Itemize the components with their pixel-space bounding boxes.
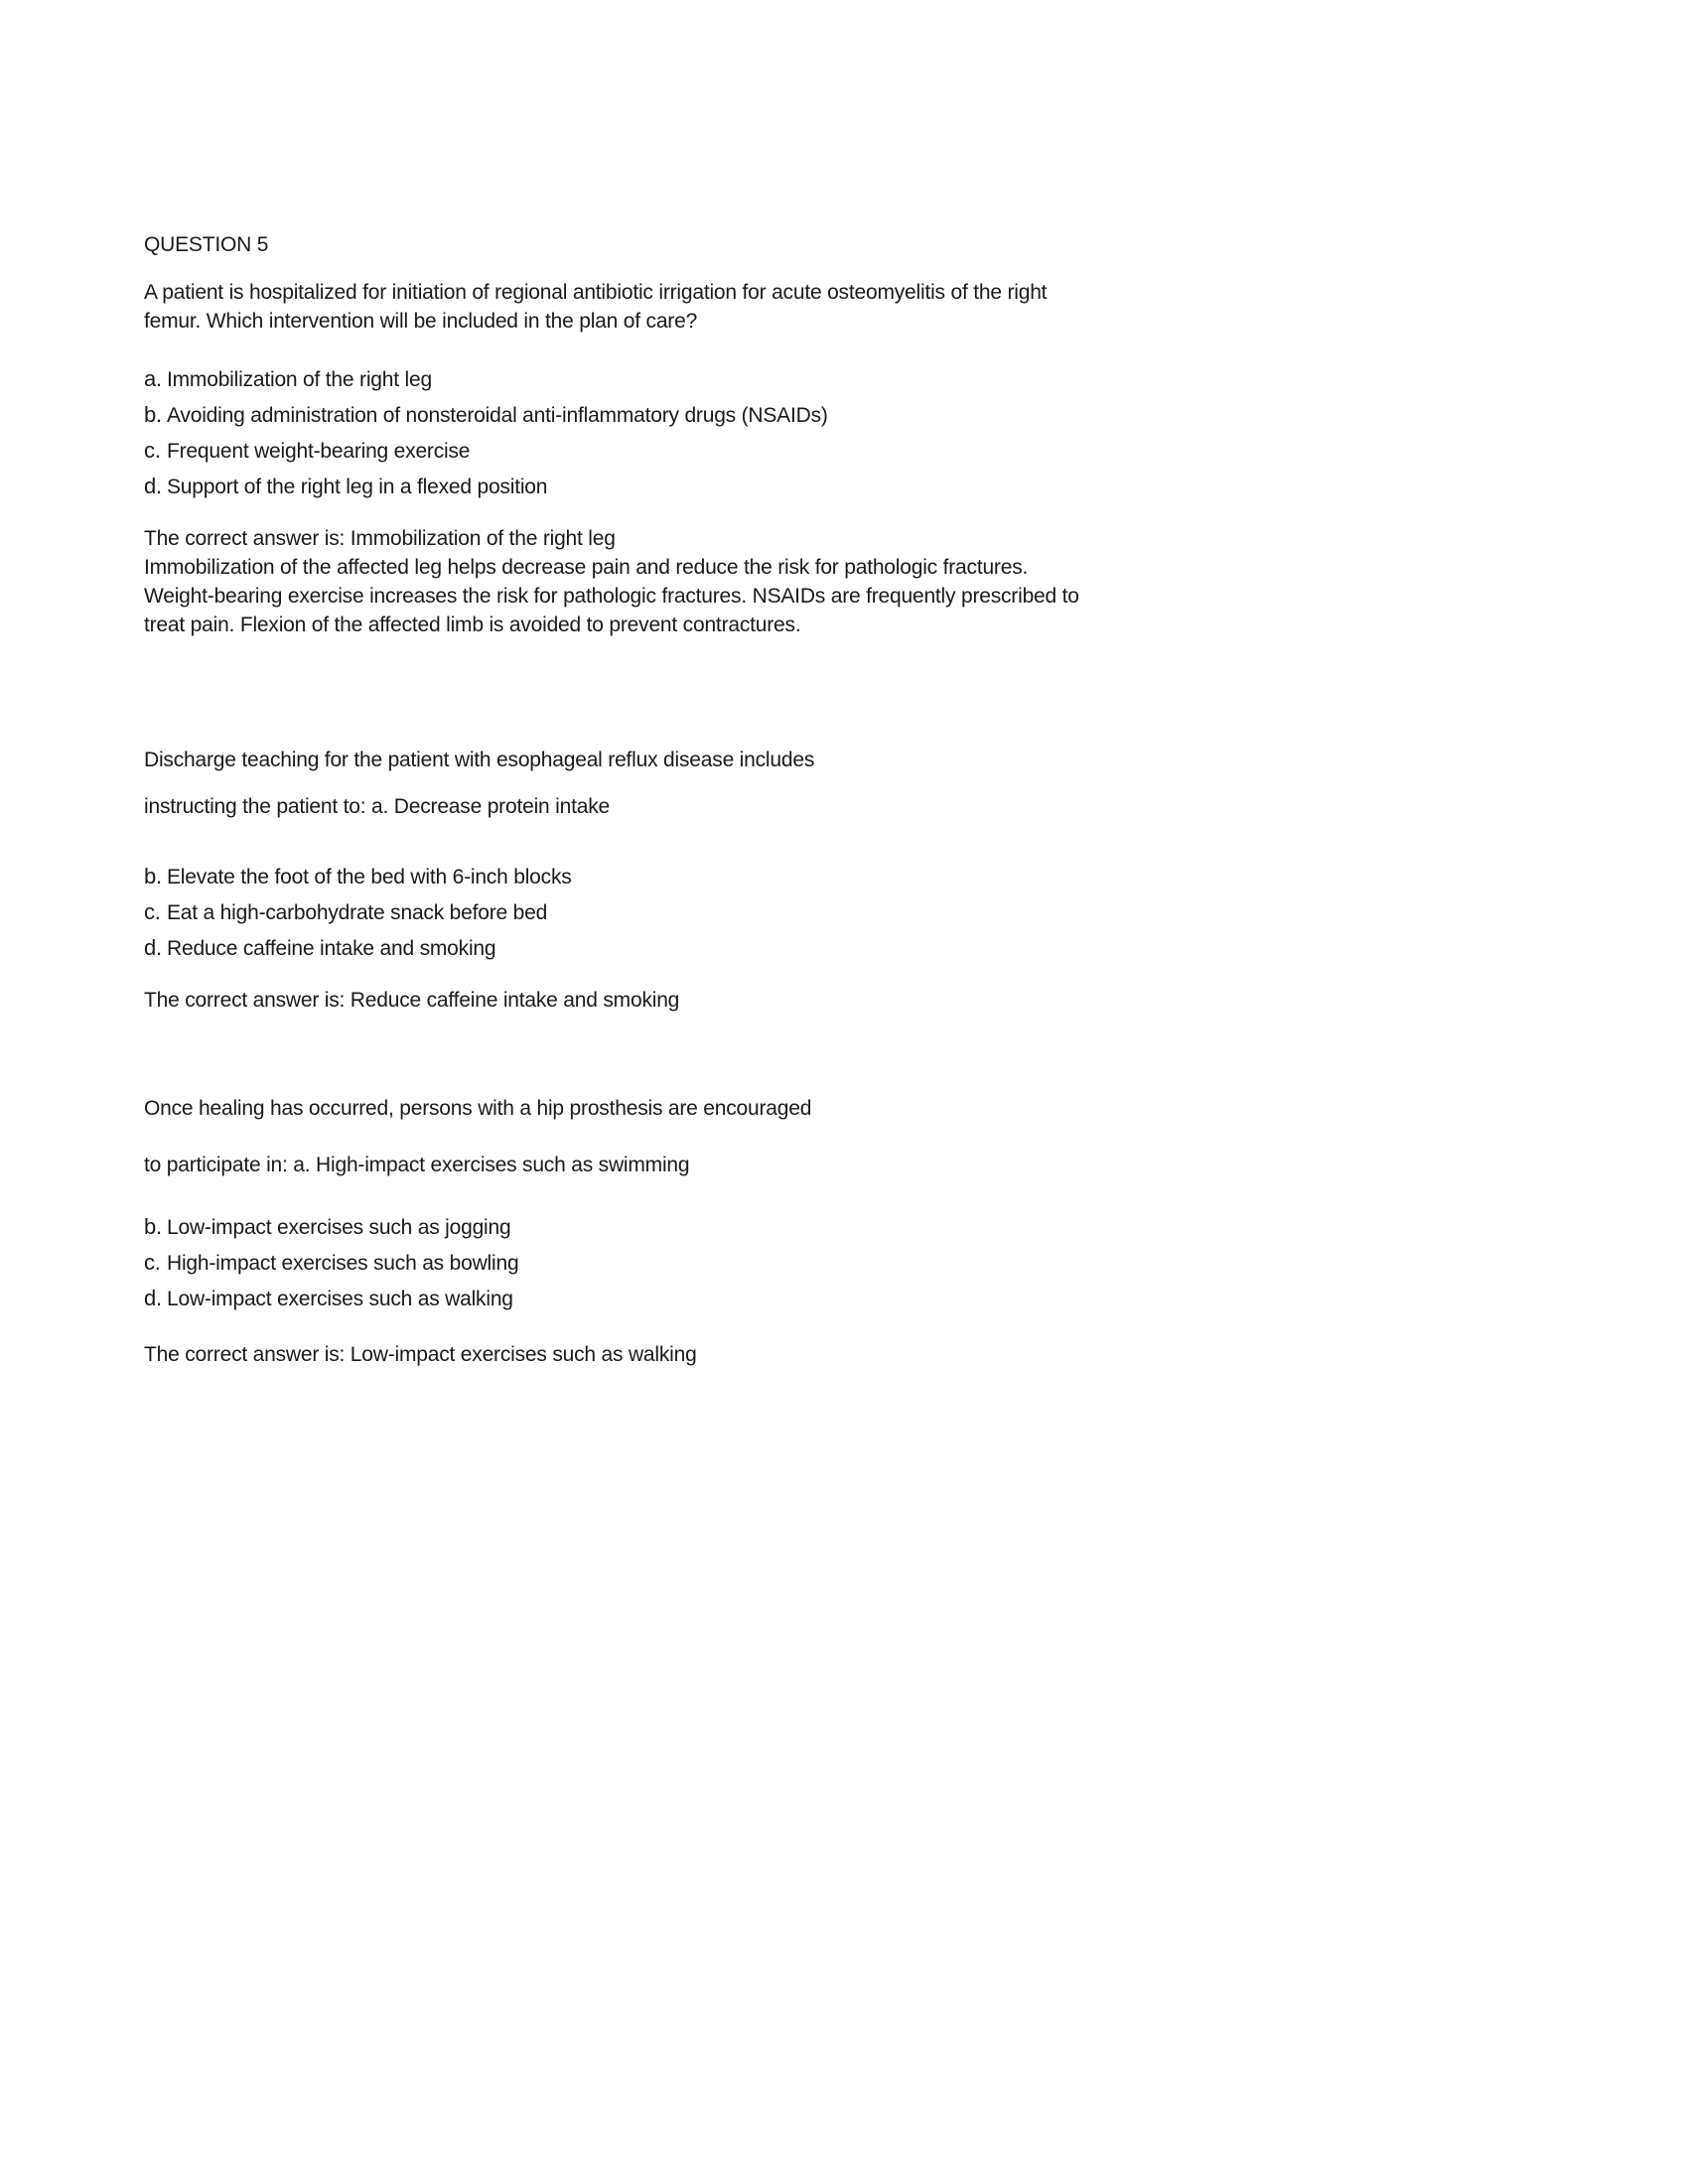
question-5-options xyxy=(144,364,1609,501)
question-5-heading: QUESTION 5 xyxy=(144,233,269,256)
question-6-option-d xyxy=(144,933,1609,963)
option-letter: b. xyxy=(144,864,162,888)
question-5-text-line-1: A patient is hospitalized for initiation of regional antibiotic irrigation for acute osteomyelitis of the right xyxy=(144,281,1048,304)
option-letter: c. xyxy=(144,1250,161,1275)
answer-line-1: The correct answer is: Immobilization of the right leg xyxy=(144,527,616,550)
option-letter: d. xyxy=(144,474,162,498)
question-5-option-a xyxy=(144,364,1609,394)
question-6-options xyxy=(144,862,1609,963)
question-5-option-c xyxy=(144,436,1609,466)
option-text: Low-impact exercises such as walking xyxy=(167,1288,513,1310)
option-letter: a. xyxy=(144,366,162,391)
question-7-options xyxy=(144,1212,1609,1313)
question-5-answer-block xyxy=(144,524,1609,639)
option-text: Elevate the foot of the bed with 6-inch blocks xyxy=(167,866,572,888)
option-text: High-impact exercises such as bowling xyxy=(167,1252,519,1275)
option-text: Immobilization of the right leg xyxy=(167,368,432,391)
question-7-answer: The correct answer is: Low-impact exercises such as walking xyxy=(144,1343,697,1366)
question-5-text xyxy=(144,278,1609,336)
question-7-stem: to participate in: a. High-impact exercises such as swimming xyxy=(144,1154,690,1176)
question-6-intro: Discharge teaching for the patient with esophageal reflux disease includes xyxy=(144,749,815,771)
question-6-answer: The correct answer is: Reduce caffeine intake and smoking xyxy=(144,989,680,1012)
option-letter: b. xyxy=(144,1214,162,1239)
answer-line-3: Weight-bearing exercise increases the risk for pathologic fractures. NSAIDs are frequently prescribed to xyxy=(144,585,1079,608)
question-6-option-b xyxy=(144,862,1609,891)
question-7-option-c xyxy=(144,1248,1609,1278)
option-text: Eat a high-carbohydrate snack before bed xyxy=(167,901,548,924)
option-letter: d. xyxy=(144,935,162,960)
question-5-text-line-2: femur. Which intervention will be included in the plan of care? xyxy=(144,310,698,333)
option-letter: b. xyxy=(144,402,162,427)
option-text: Frequent weight-bearing exercise xyxy=(167,440,471,463)
question-5-option-d xyxy=(144,472,1609,501)
option-text: Reduce caffeine intake and smoking xyxy=(167,937,496,960)
question-6-stem: instructing the patient to: a. Decrease protein intake xyxy=(144,795,610,818)
answer-line-4: treat pain. Flexion of the affected limb is avoided to prevent contractures. xyxy=(144,614,801,636)
answer-line-2: Immobilization of the affected leg helps decrease pain and reduce the risk for pathologic fractures. xyxy=(144,556,1029,579)
question-6-option-c xyxy=(144,897,1609,927)
option-text: Avoiding administration of nonsteroidal anti-inflammatory drugs (NSAIDs) xyxy=(167,404,828,427)
question-7-intro: Once healing has occurred, persons with a hip prosthesis are encouraged xyxy=(144,1097,812,1120)
option-letter: d. xyxy=(144,1286,162,1310)
option-text: Low-impact exercises such as jogging xyxy=(167,1216,511,1239)
option-letter: c. xyxy=(144,899,161,924)
option-letter: c. xyxy=(144,438,161,463)
question-5-option-b xyxy=(144,400,1609,430)
question-7-option-d xyxy=(144,1284,1609,1313)
option-text: Support of the right leg in a flexed position xyxy=(167,476,548,498)
question-7-option-b xyxy=(144,1212,1609,1242)
